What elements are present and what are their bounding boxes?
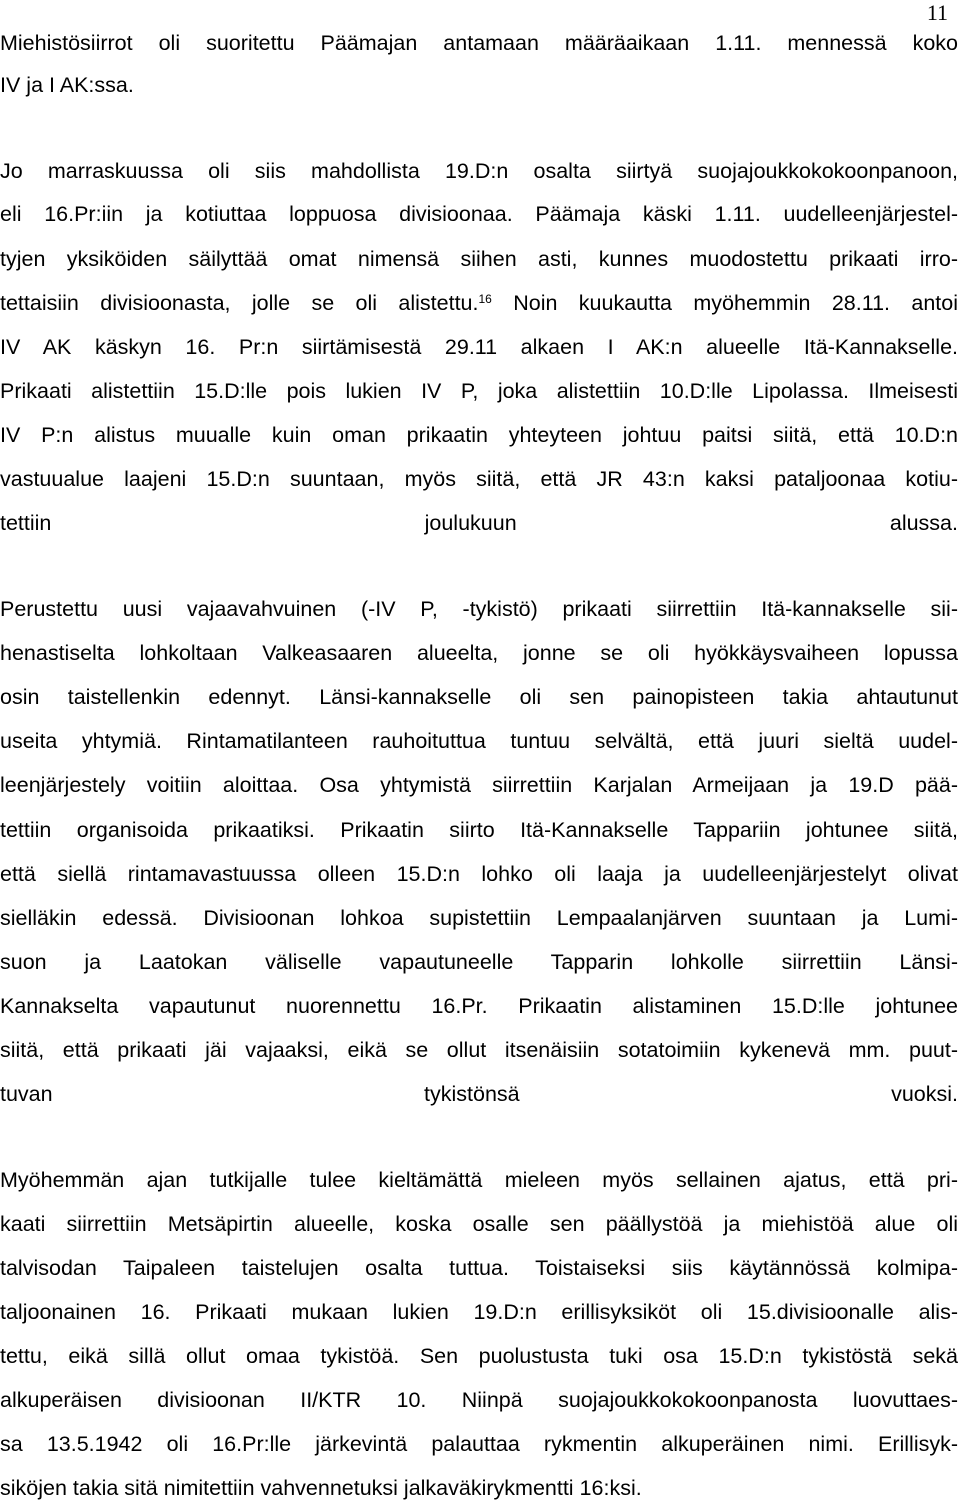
text-line: Miehistösiirrot oli suoritettu Päämajan antamaan määräaikaan 1.11. mennessä koko — [0, 31, 958, 55]
text-line: kaati siirrettiin Metsäpirtin alueelle, koska osalle sen päällystöä ja miehistöä alue oli — [0, 1212, 958, 1236]
text-line: Perustettu uusi vajaavahvuinen (-IV P, -tykistö) prikaati siirrettiin Itä-kannakselle sii- — [0, 597, 958, 621]
text-line: siköjen takia sitä nimitettiin vahvennetuksi jalkaväkirykmentti 16:ksi. — [0, 1476, 642, 1500]
text-line: leenjärjestely voitiin aloittaa. Osa yhtymistä siirrettiin Karjalan Armeijaan ja 19.D pää- — [0, 773, 958, 797]
text-line: eli 16.Pr:iin ja kotiuttaa loppuosa divisioonaa. Päämaja käski 1.11. uudelleenjärjestel- — [0, 202, 958, 226]
text-line: vastuualue laajeni 15.D:n suuntaan, myös siitä, että JR 43:n kaksi pataljoonaa kotiu- — [0, 467, 958, 491]
text-line: tettiin organisoida prikaatiksi. Prikaatin siirto Itä-Kannakselle Tappariin johtunee siitä, — [0, 818, 958, 842]
text-line: siitä, että prikaati jäi vajaaksi, eikä se ollut itsenäisiin sotatoimiin kykenevä mm. puut- — [0, 1038, 958, 1062]
text-line: henastiselta lohkoltaan Valkeasaaren alueelta, jonne se oli hyökkäysvaiheen lopussa — [0, 641, 958, 665]
text-line: sa 13.5.1942 oli 16.Pr:lle järkevintä palauttaa rykmentin alkuperäinen nimi. Erillisyk- — [0, 1432, 958, 1456]
text-line: useita yhtymiä. Rintamatilanteen rauhoituttua tuntuu selvältä, että juuri sieltä uudel- — [0, 729, 958, 753]
text-line-with-footnote — [0, 290, 958, 316]
page-number: 11 — [926, 0, 948, 25]
text-segment: tettaisiin divisioonasta, jolle se oli alistettu. — [0, 291, 479, 315]
text-line: Kannakselta vapautunut nuorennettu 16.Pr. Prikaatin alistaminen 15.D:lle johtunee — [0, 994, 958, 1018]
text-line: alkuperäisen divisioonan II/KTR 10. Niinpä suojajoukkokokoonpanosta luovuttaes- — [0, 1388, 958, 1412]
text-line: Myöhemmän ajan tutkijalle tulee kieltämättä mieleen myös sellainen ajatus, että pri- — [0, 1168, 958, 1192]
text-line: tyjen yksiköiden säilyttää omat nimensä siihen asti, kunnes muodostettu prikaati irro- — [0, 247, 958, 271]
text-line: että siellä rintamavastuussa olleen 15.D:n lohko oli laaja ja uudelleenjärjestelyt olivat — [0, 862, 958, 886]
text-line: Jo marraskuussa oli siis mahdollista 19.D:n osalta siirtyä suojajoukkokokoonpanoon, — [0, 159, 958, 183]
text-line: tettu, eikä sillä ollut omaa tykistöä. Sen puolustusta tuki osa 15.D:n tykistöstä sekä — [0, 1344, 958, 1368]
text-line: talvisodan Taipaleen taistelujen osalta tuttua. Toistaiseksi siis käytännössä kolmipa- — [0, 1256, 958, 1280]
text-line: tettiin joulukuun alussa. — [0, 511, 958, 535]
text-line: IV P:n alistus muualle kuin oman prikaatin yhteyteen johtuu paitsi siitä, että 10.D:n — [0, 423, 958, 447]
text-line: osin taistellenkin edennyt. Länsi-kannakselle oli sen painopisteen takia ahtautunut — [0, 685, 958, 709]
text-line: sielläkin edessä. Divisioonan lohkoa supistettiin Lempaalanjärven suuntaan ja Lumi- — [0, 906, 958, 930]
footnote-reference[interactable]: 16 — [478, 292, 492, 306]
text-line: taljoonainen 16. Prikaati mukaan lukien 19.D:n erillisyksiköt oli 15.divisioonalle alis- — [0, 1300, 958, 1324]
text-line: IV ja I AK:ssa. — [0, 73, 134, 97]
text-line: suon ja Laatokan väliselle vapautuneelle Tapparin lohkolle siirrettiin Länsi- — [0, 950, 958, 974]
text-line: tuvan tykistönsä vuoksi. — [0, 1082, 958, 1106]
text-segment: Noin kuukautta myöhemmin 28.11. antoi — [491, 291, 958, 315]
text-line: IV AK käskyn 16. Pr:n siirtämisestä 29.11 alkaen I AK:n alueelle Itä-Kannakselle. — [0, 335, 958, 359]
text-line: Prikaati alistettiin 15.D:lle pois lukien IV P, joka alistettiin 10.D:lle Lipolassa. Ilmeisesti — [0, 379, 958, 403]
